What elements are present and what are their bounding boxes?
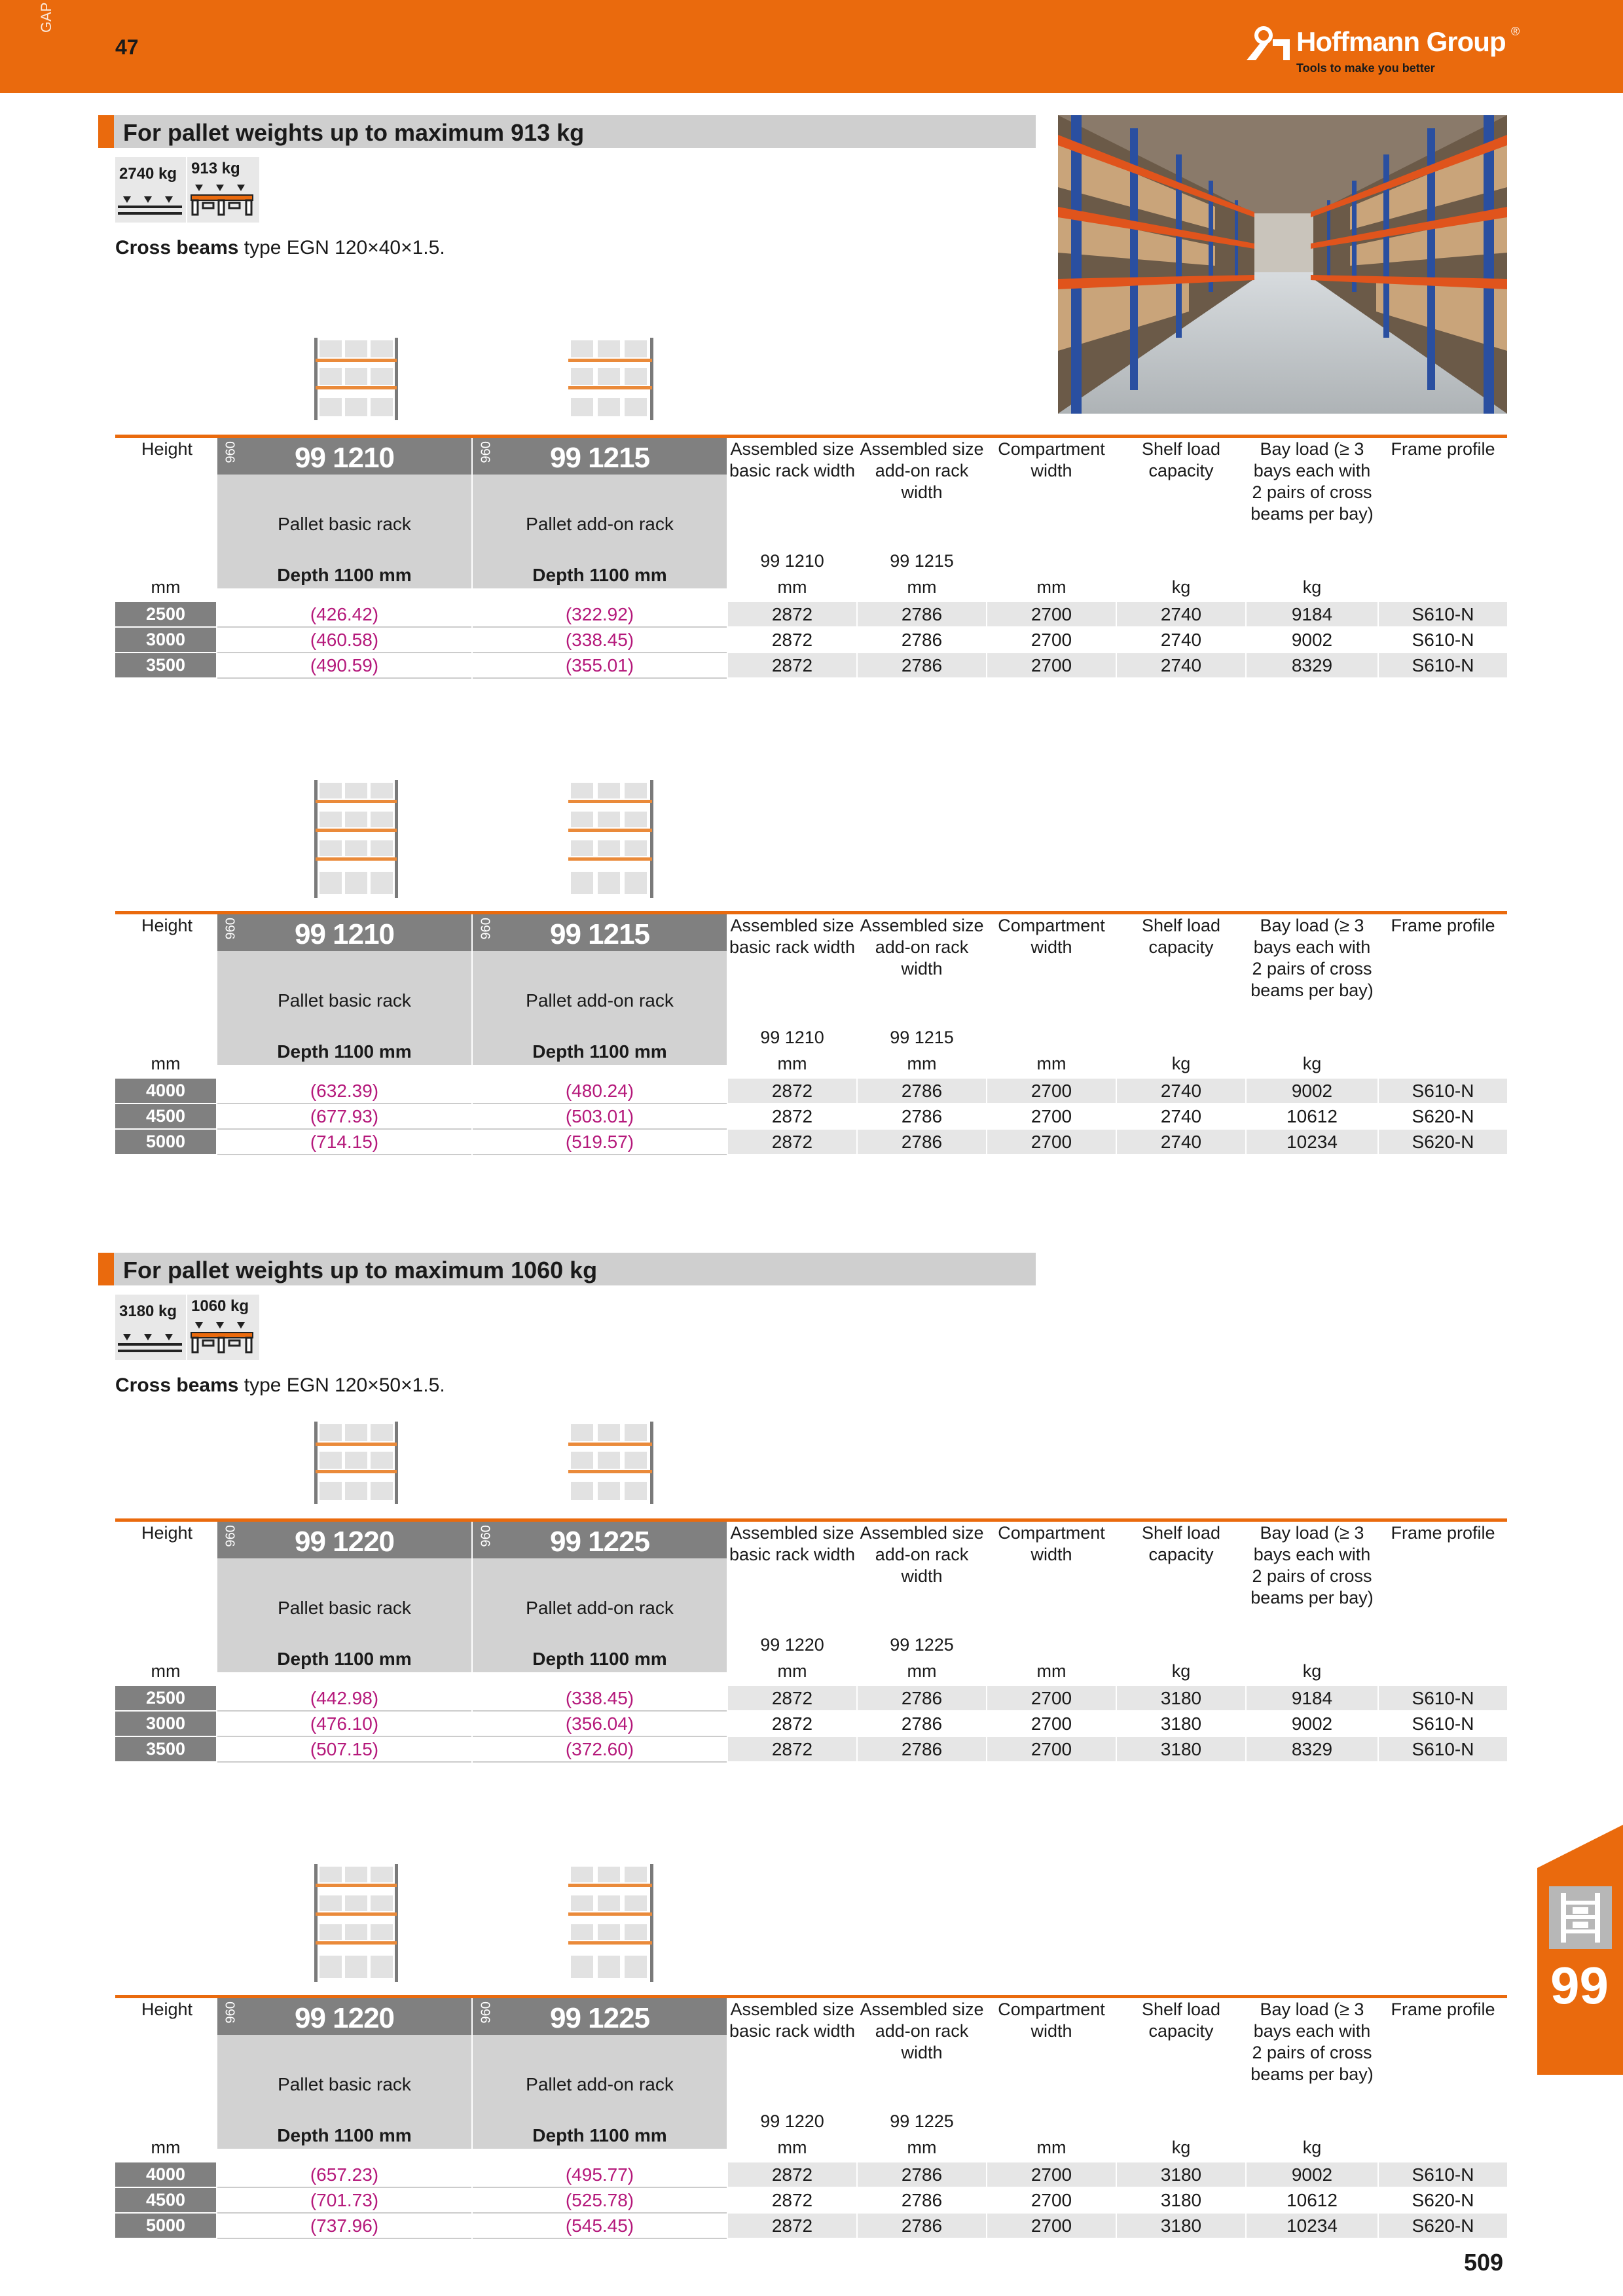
shelving-icon [1549,1886,1612,1949]
section-title [98,115,1036,148]
column-header: Compartment width [998,916,1105,957]
table-cell: S610-N [1379,653,1507,677]
table-cell: 9002 [1247,2162,1377,2187]
price-cell[interactable]: (322.92) [473,602,727,628]
product-label: Pallet add-on rack [526,2074,674,2094]
cross-beams-note [115,237,445,259]
table-row [115,602,1507,628]
column-header: Assembled size add-on rack width [860,439,984,502]
title-accent-bar [98,1253,114,1285]
cross-beams-note [115,1374,445,1397]
table-cell: 2872 [728,653,856,677]
row-height: 4500 [115,2188,216,2212]
unit-label: kg [1171,577,1191,597]
table-cell: 3180 [1117,1737,1245,1761]
product-depth: Depth 1100 mm [532,2125,667,2145]
column-separator [471,1522,473,1764]
table-cell: S610-N [1412,1713,1474,1734]
column-header: Assembled size add-on rack width [860,1523,984,1586]
add-on-rack-illustration [568,1864,655,1982]
row-height: 4000 [115,2162,216,2187]
product-depth: Depth 1100 mm [277,565,412,585]
product-description [473,475,727,588]
product-code-small: 960 [479,1525,494,1547]
height-header: Height [141,2000,193,2019]
table-cell: 2872 [728,2214,856,2238]
product-label: Pallet basic rack [278,2074,411,2094]
table-cell: S620-N [1412,1106,1474,1126]
table-cell: 2786 [858,1737,986,1761]
section-title-text: For pallet weights up to maximum 1060 kg [123,1257,598,1283]
column-header: Assembled size basic rack width [729,439,856,480]
product-description [473,951,727,1065]
table-row [115,2162,1507,2188]
product-description [473,2035,727,2149]
table-cell: 2872 [728,1130,856,1154]
price-cell[interactable]: (476.10) [217,1712,471,1737]
table-cell: 2786 [901,630,943,650]
row-height: 2500 [115,1686,216,1710]
column-header: Assembled size basic rack width [729,2000,856,2041]
bay-load-header: Bay load (≥ 3 bays each with 2 pairs of cross beams per bay) [1250,439,1374,524]
brand-tagline: Tools to make you better [1296,62,1435,75]
load-rating-box [115,1295,259,1360]
column-separator [471,1998,473,2240]
unit-label: mm [907,2138,937,2157]
frame-profile-header: Frame profile [1391,916,1495,935]
pallet-load-cell [187,1295,259,1360]
shelf-load-icon [118,194,183,217]
product-code-small: 960 [223,918,238,940]
column-separator [216,438,217,680]
product-depth: Depth 1100 mm [532,1649,667,1669]
table-cell: S610-N [1379,1079,1507,1103]
table-cell: 3180 [1160,2190,1202,2210]
unit-label: mm [1036,2138,1067,2157]
product-number-header [473,1998,727,2035]
hoffmann-logo-icon [1244,26,1292,63]
product-number[interactable]: 99 1210 [294,918,395,950]
unit-label: mm [151,577,181,597]
table-cell: 3180 [1117,2162,1245,2187]
shelf-load-value: 3180 kg [119,1302,177,1320]
row-height: 4000 [115,1079,216,1103]
basic-rack-illustration [313,1864,399,1982]
product-number-header [473,1522,727,1558]
column-subnumber: 99 1225 [890,2111,954,2131]
table-cell: 2786 [901,1106,943,1126]
table-cell: 8329 [1247,653,1377,677]
table-cell: S610-N [1379,602,1507,626]
price-cell[interactable]: (519.57) [473,1130,727,1155]
table-cell: 2786 [858,602,986,626]
warehouse-aisle-image [1058,115,1507,414]
frame-profile-header: Frame profile [1391,439,1495,459]
price-cell[interactable]: (525.78) [473,2188,727,2214]
table-cell: 3180 [1117,1686,1245,1710]
table-row [115,1686,1507,1712]
bay-load-header: Bay load (≥ 3 bays each with 2 pairs of cross beams per bay) [1250,1523,1374,1607]
column-header: Assembled size basic rack width [729,1523,856,1564]
table-cell: 2700 [1030,1713,1072,1734]
product-description [217,2035,471,2149]
price-cell[interactable]: (338.45) [473,628,727,653]
price-cell[interactable]: (372.60) [473,1737,727,1763]
column-subnumber: 99 1225 [890,1635,954,1655]
shelf-load-cell [115,157,187,223]
table-cell: 3180 [1117,2214,1245,2238]
pallet-load-icon [190,1321,255,1357]
row-height: 5000 [115,1130,216,1154]
table-cell: 2740 [1160,1106,1202,1126]
product-number[interactable]: 99 1225 [549,2002,650,2034]
price-cell[interactable]: (460.58) [217,628,471,653]
add-on-rack-illustration [568,1422,655,1504]
table-row [115,1130,1507,1155]
unit-label: mm [907,1054,937,1073]
unit-label: kg [1302,577,1322,597]
column-subnumber: 99 1215 [890,551,954,571]
column-header: Assembled size add-on rack width [860,2000,984,2062]
table-cell: 10612 [1286,1106,1338,1126]
price-cell[interactable]: (338.45) [473,1686,727,1712]
column-separator [471,438,473,680]
brand-name: Hoffmann Group [1296,26,1506,57]
product-description [473,1558,727,1672]
frame-profile-header: Frame profile [1391,1523,1495,1543]
product-number-header [217,438,471,475]
unit-label: mm [151,2138,181,2157]
product-number[interactable]: 99 1220 [294,2002,395,2034]
product-depth: Depth 1100 mm [277,1041,412,1062]
table-cell: 9002 [1247,1079,1377,1103]
shelf-load-icon [118,1331,183,1355]
table-cell: 9002 [1291,1713,1333,1734]
product-label: Pallet add-on rack [526,990,674,1011]
price-cell[interactable]: (632.39) [217,1079,471,1104]
row-height: 3500 [115,1737,216,1761]
product-code-small: 960 [479,2001,494,2024]
price-cell[interactable]: (490.59) [217,653,471,679]
product-number[interactable]: 99 1210 [294,442,395,474]
table-cell: 2700 [987,1079,1116,1103]
title-accent-bar [98,115,114,148]
unit-label: mm [777,1661,807,1681]
product-number-header [217,914,471,951]
add-on-rack-illustration [568,780,655,898]
section-title [98,1253,1036,1285]
table-cell: S620-N [1379,1130,1507,1154]
bay-load-header: Bay load (≥ 3 bays each with 2 pairs of cross beams per bay) [1250,916,1374,1000]
table-cell: 2786 [858,2162,986,2187]
row-height: 3000 [115,628,216,652]
column-header: Shelf load capacity [1141,1523,1221,1564]
table-row [115,1079,1507,1104]
shelf-load-value: 2740 kg [119,165,177,183]
table-cell: 2700 [987,602,1116,626]
product-number-header [217,1522,471,1558]
product-table [115,911,1507,1160]
chapter-tab-number: 99 [1550,1956,1609,2015]
table-cell: S610-N [1412,630,1474,650]
unit-label: mm [151,1661,181,1681]
column-separator [216,914,217,1157]
cross-beams-spec: type EGN 120×50×1.5. [238,1374,445,1396]
table-cell: 10234 [1247,2214,1377,2238]
unit-label: mm [1036,1054,1067,1073]
page-header [0,0,1623,93]
price-cell[interactable]: (677.93) [217,1104,471,1130]
table-cell: 2740 [1117,1079,1245,1103]
price-cell[interactable]: (495.77) [473,2162,727,2188]
table-row [115,1712,1507,1737]
unit-label: mm [151,1054,181,1073]
column-subnumber: 99 1210 [760,1028,824,1047]
price-cell[interactable]: (714.15) [217,1130,471,1155]
table-cell: 2700 [1030,630,1072,650]
table-cell: 2700 [987,2214,1116,2238]
product-number[interactable]: 99 1220 [294,1526,395,1558]
table-cell: 2740 [1160,630,1202,650]
table-cell: 3180 [1160,1713,1202,1734]
product-code-small: 960 [223,1525,238,1547]
unit-label: kg [1302,1661,1322,1681]
table-row [115,2188,1507,2214]
cross-beams-label: Cross beams [115,237,239,259]
product-code-small: 960 [223,441,238,463]
frame-profile-header: Frame profile [1391,2000,1495,2019]
table-cell: 2872 [728,1686,856,1710]
pallet-load-value: 913 kg [191,160,240,177]
table-row [115,1104,1507,1130]
section-title-text: For pallet weights up to maximum 913 kg [123,119,585,146]
brand-mark: ® [1511,25,1520,38]
table-cell: 2700 [1030,1106,1072,1126]
price-cell[interactable]: (426.42) [217,602,471,628]
column-subnumber: 99 1220 [760,2111,824,2131]
table-cell: 2786 [858,1686,986,1710]
row-height: 4500 [115,1104,216,1128]
table-cell: 8329 [1247,1737,1377,1761]
table-cell: 2700 [987,653,1116,677]
table-cell: 2872 [771,1713,813,1734]
table-cell: 9184 [1247,602,1377,626]
unit-label: mm [1036,1661,1067,1681]
pallet-load-cell [187,157,259,223]
product-code-small: 960 [479,918,494,940]
product-description [217,951,471,1065]
unit-label: kg [1171,2138,1191,2157]
side-label: GAP [38,2,54,33]
column-header: Compartment width [998,2000,1105,2041]
price-cell[interactable]: (545.45) [473,2214,727,2239]
unit-label: mm [777,1054,807,1073]
column-header: Assembled size add-on rack width [860,916,984,978]
table-cell: S620-N [1379,2214,1507,2238]
height-header: Height [141,439,193,459]
table-cell: 2872 [728,1737,856,1761]
table-row [115,1737,1507,1763]
price-cell[interactable]: (737.96) [217,2214,471,2239]
chapter-number: 47 [115,35,139,59]
basic-rack-illustration [313,780,399,898]
column-header: Shelf load capacity [1141,916,1221,957]
brand-logo[interactable] [1244,22,1519,81]
price-cell[interactable]: (480.24) [473,1079,727,1104]
product-number-header [217,1998,471,2035]
product-code-small: 960 [223,2001,238,2024]
unit-label: mm [1036,577,1067,597]
unit-label: kg [1302,2138,1322,2157]
cross-beams-spec: type EGN 120×40×1.5. [238,237,445,259]
column-header: Compartment width [998,1523,1105,1564]
table-cell: 2700 [987,1686,1116,1710]
shelf-load-cell [115,1295,187,1360]
product-label: Pallet basic rack [278,1598,411,1618]
table-cell: 2740 [1117,653,1245,677]
table-cell: 10612 [1286,2190,1338,2210]
add-on-rack-illustration [568,338,655,420]
table-cell: 2740 [1117,602,1245,626]
table-cell: S610-N [1379,1686,1507,1710]
table-cell: 2786 [858,653,986,677]
product-number-header [473,914,727,951]
column-separator [471,914,473,1157]
table-cell: 9002 [1291,630,1333,650]
chapter-tab[interactable] [1537,1825,1623,2075]
unit-label: kg [1171,1661,1191,1681]
table-cell: 2872 [771,2190,813,2210]
table-cell: S610-N [1379,2162,1507,2187]
table-cell: S620-N [1412,2190,1474,2210]
column-header: Shelf load capacity [1141,2000,1221,2041]
price-cell[interactable]: (442.98) [217,1686,471,1712]
table-cell: 2872 [728,602,856,626]
unit-label: mm [777,2138,807,2157]
table-row [115,628,1507,653]
chapter-tab-shape [1537,1825,1623,2075]
table-row [115,2214,1507,2239]
product-label: Pallet basic rack [278,514,411,534]
table-cell: 9184 [1247,1686,1377,1710]
row-height: 5000 [115,2214,216,2238]
row-height: 3000 [115,1712,216,1736]
price-cell[interactable]: (503.01) [473,1104,727,1130]
table-cell: 2872 [728,2162,856,2187]
product-table [115,1518,1507,1767]
unit-label: mm [777,577,807,597]
table-cell: 2700 [1030,2190,1072,2210]
product-number[interactable]: 99 1215 [549,442,650,474]
table-cell: 2700 [987,1737,1116,1761]
column-subnumber: 99 1220 [760,1635,824,1655]
price-cell[interactable]: (355.01) [473,653,727,679]
basic-rack-illustration [313,1422,399,1504]
height-header: Height [141,1523,193,1543]
table-cell: 2872 [771,630,813,650]
column-separator [216,1998,217,2240]
bay-load-header: Bay load (≥ 3 bays each with 2 pairs of cross beams per bay) [1250,2000,1374,2084]
table-cell: 2786 [901,2190,943,2210]
table-cell: 2786 [901,1713,943,1734]
product-description [217,1558,471,1672]
table-cell: 2872 [728,1079,856,1103]
price-cell[interactable]: (701.73) [217,2188,471,2214]
table-cell: 2872 [771,1106,813,1126]
table-cell: 2700 [987,1130,1116,1154]
table-cell: 2786 [858,2214,986,2238]
load-rating-box [115,157,259,223]
table-cell: 10234 [1247,1130,1377,1154]
table-cell: 2786 [858,1130,986,1154]
column-header: Shelf load capacity [1141,439,1221,480]
price-cell[interactable]: (356.04) [473,1712,727,1737]
product-depth: Depth 1100 mm [532,1041,667,1062]
product-table [115,435,1507,683]
cross-beams-label: Cross beams [115,1374,239,1396]
unit-label: mm [907,577,937,597]
unit-label: kg [1302,1054,1322,1073]
product-label: Pallet add-on rack [526,514,674,534]
product-label: Pallet add-on rack [526,1598,674,1618]
unit-label: mm [907,1661,937,1681]
table-cell: 2700 [987,2162,1116,2187]
price-cell[interactable]: (657.23) [217,2162,471,2188]
pallet-load-value: 1060 kg [191,1297,249,1315]
product-depth: Depth 1100 mm [277,2125,412,2145]
table-cell: 2740 [1117,1130,1245,1154]
price-cell[interactable]: (507.15) [217,1737,471,1763]
product-depth: Depth 1100 mm [532,565,667,585]
row-height: 3500 [115,653,216,677]
row-height: 2500 [115,602,216,626]
table-cell: 2786 [858,1079,986,1103]
warehouse-photo [1058,115,1507,414]
column-header: Compartment width [998,439,1105,480]
basic-rack-illustration [313,338,399,420]
unit-label: kg [1171,1054,1191,1073]
product-number-header [473,438,727,475]
product-number[interactable]: 99 1215 [549,918,650,950]
product-number[interactable]: 99 1225 [549,1526,650,1558]
column-subnumber: 99 1215 [890,1028,954,1047]
product-code-small: 960 [479,441,494,463]
column-subnumber: 99 1210 [760,551,824,571]
pallet-load-icon [190,183,255,220]
column-separator [216,1522,217,1764]
height-header: Height [141,916,193,935]
product-description [217,475,471,588]
column-header: Assembled size basic rack width [729,916,856,957]
table-row [115,653,1507,679]
page-number: 509 [1464,2249,1504,2276]
product-table [115,1995,1507,2244]
product-depth: Depth 1100 mm [277,1649,412,1669]
table-cell: S610-N [1379,1737,1507,1761]
product-label: Pallet basic rack [278,990,411,1011]
